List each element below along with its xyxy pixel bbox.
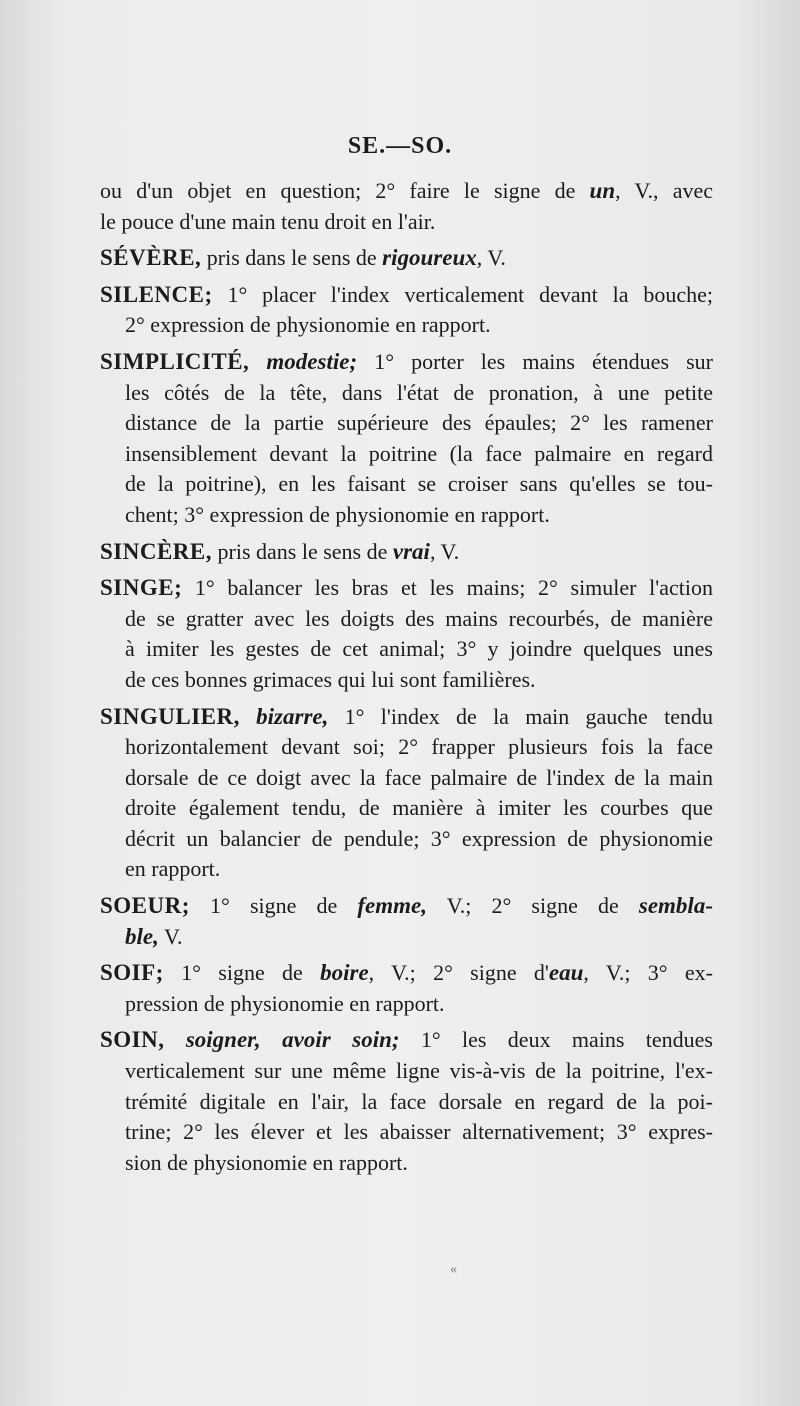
text-line: distance de la partie supérieure des épaules; 2° les ramener	[125, 410, 713, 436]
text-line: insensiblement devant la poitrine (la face palmaire en regard	[125, 440, 713, 466]
text-line: SÉVÈRE, pris dans le sens de rigoureux, V.	[100, 245, 506, 271]
text-line: horizontalement devant soi; 2° frapper plusieurs fois la face	[125, 734, 713, 760]
text-line: ou d'un objet en question; 2° faire le signe de un, V., avec	[100, 178, 713, 203]
text-line: SIMPLICITÉ, modestie; 1° porter les mains étendues sur	[100, 348, 714, 374]
headword: SINCÈRE,	[100, 538, 213, 564]
text-line: ble, V.	[125, 923, 183, 949]
cross-reference: soigner, avoir soin;	[185, 1027, 400, 1053]
headword: SILENCE;	[100, 281, 213, 307]
text-line: de se gratter avec les doigts des mains recourbés, de manière	[125, 605, 713, 631]
entry-silence	[100, 280, 713, 341]
cross-reference: vrai	[392, 538, 430, 564]
cross-reference: boire	[320, 960, 369, 986]
text-line: en rapport.	[125, 856, 221, 882]
headword: SÉVÈRE,	[100, 245, 202, 271]
entry-simplicite	[100, 347, 713, 531]
text-line: SOEUR; 1° signe de femme, V.; 2° signe de sembla-	[100, 893, 713, 919]
headword: SOEUR;	[100, 893, 190, 919]
text-line: SOIN, soigner, avoir soin; 1° les deux mains tendues	[100, 1027, 713, 1053]
headword: SOIF;	[100, 960, 164, 986]
text-line: verticalement sur une même ligne vis-à-vis de la poitrine, l'ex-	[125, 1058, 713, 1084]
text-line: SINCÈRE, pris dans le sens de vrai, V.	[100, 538, 460, 564]
text-line: 2° expression de physionomie en rapport.	[125, 312, 491, 338]
cross-reference: un	[589, 178, 616, 203]
running-header: SE.—SO.	[347, 133, 453, 159]
text-line: de la poitrine), en les faisant se croiser sans qu'elles se tou-	[125, 471, 713, 497]
headword: SINGULIER,	[100, 703, 240, 729]
cross-reference: bizarre,	[256, 703, 329, 729]
entry-continuation	[100, 176, 713, 237]
entry-singe	[100, 573, 713, 695]
cross-reference: femme,	[357, 893, 427, 919]
text-line: SILENCE; 1° placer l'index verticalement devant la bouche;	[100, 281, 713, 307]
cross-reference: modestie;	[266, 348, 358, 374]
text-line: trémité digitale en l'air, la face dorsale en regard de la poi-	[125, 1088, 713, 1114]
entry-severe	[100, 243, 713, 274]
text-line: le pouce d'une main tenu droit en l'air.	[100, 208, 436, 234]
text-line: droite également tendu, de manière à imiter les courbes que	[125, 795, 713, 821]
entry-soeur	[100, 891, 713, 952]
headword: SIMPLICITÉ,	[100, 348, 250, 374]
headword: SINGE;	[100, 575, 183, 601]
footer-mark: «	[450, 1262, 457, 1277]
cross-reference: rigoureux	[382, 245, 477, 271]
cross-reference: ble,	[125, 923, 159, 949]
text-line: dorsale de ce doigt avec la face palmaire de l'index de la main	[125, 764, 713, 790]
text-line: les côtés de la tête, dans l'état de pronation, à une petite	[125, 379, 713, 405]
text-line: sion de physionomie en rapport.	[125, 1149, 408, 1175]
entry-soin	[100, 1025, 713, 1178]
text-line: SOIF; 1° signe de boire, V.; 2° signe d'eau, V.; 3° ex-	[100, 960, 714, 986]
text-line: trine; 2° les élever et les abaisser alternativement; 3° expres-	[125, 1119, 713, 1145]
headword: SOIN,	[100, 1027, 165, 1053]
text-line: chent; 3° expression de physionomie en rapport.	[125, 501, 550, 527]
entry-sincere	[100, 537, 713, 568]
text-line: de ces bonnes grimaces qui lui sont familières.	[125, 666, 536, 692]
text-line: à imiter les gestes de cet animal; 3° y joindre quelques unes	[125, 636, 713, 662]
entry-soif	[100, 958, 713, 1019]
text-line: décrit un balancier de pendule; 3° expression de physionomie	[125, 825, 713, 851]
text-line: pression de physionomie en rapport.	[125, 990, 445, 1016]
text-line: SINGE; 1° balancer les bras et les mains; 2° simuler l'action	[100, 575, 713, 601]
cross-reference: eau	[548, 960, 584, 986]
dictionary-text	[100, 176, 713, 1184]
cross-reference: sembla-	[638, 893, 713, 919]
entry-singulier	[100, 702, 713, 886]
text-line: SINGULIER, bizarre, 1° l'index de la main gauche tendu	[100, 703, 713, 729]
